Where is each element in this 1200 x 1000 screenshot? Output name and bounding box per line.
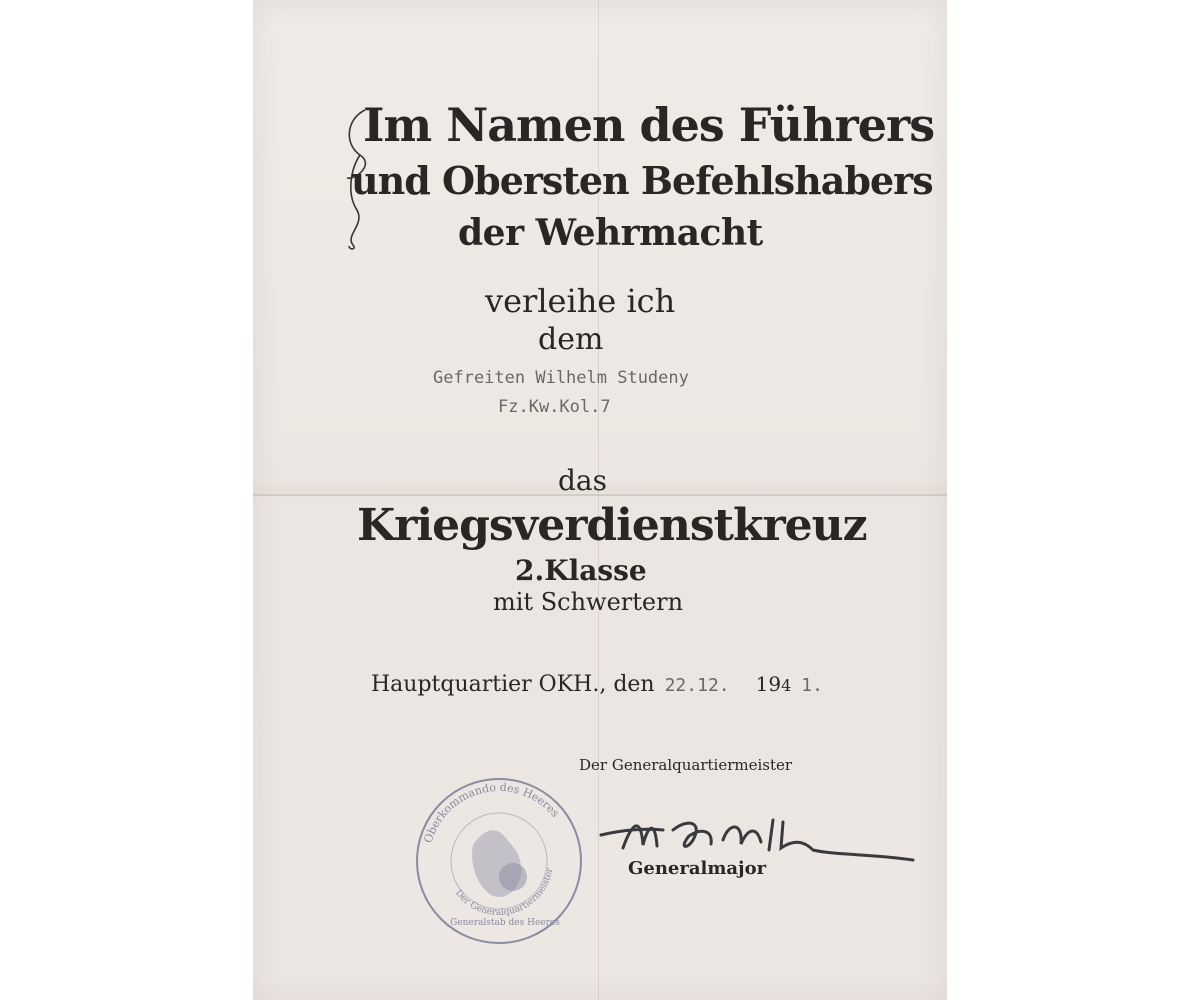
stamp-inner-text: Der Generalquartiermeister [452,867,556,919]
award-intro-line-2: dem [538,322,604,357]
stamp-seal [413,775,585,947]
award-addition: mit Schwertern [493,588,684,616]
recipient-unit: Fz.Kw.Kol.7 [498,397,611,417]
award-article: das [558,464,607,497]
header-line-2: und Obersten Befehlshabers [351,158,933,203]
place-text: Hauptquartier OKH., den [371,672,655,697]
award-name: Kriegsverdienstkreuz [357,500,867,551]
signature-rank: Generalmajor [628,858,767,879]
header-line-3: der Wehrmacht [458,212,763,254]
year-printed: 19 [755,672,782,696]
signature-office: Der Generalquartiermeister [579,756,793,774]
recipient-name: Gefreiten Wilhelm Studeny [433,368,689,388]
stamp-inner-text-2: Generalstab des Heeres [450,918,560,928]
certificate-paper [253,0,947,1000]
stamp-outer-text: Oberkommando des Heeres [421,780,562,845]
year-digit-printed: 4 [781,676,792,695]
year-typed: 1. [801,675,823,696]
place-date-line [371,672,823,708]
official-stamp [413,775,585,947]
award-class: 2.Klasse [515,554,647,587]
date-typed: 22.12. [664,675,730,696]
award-intro-line-1: verleihe ich [485,282,676,320]
header-line-1: Im Namen des Führers [363,98,935,152]
